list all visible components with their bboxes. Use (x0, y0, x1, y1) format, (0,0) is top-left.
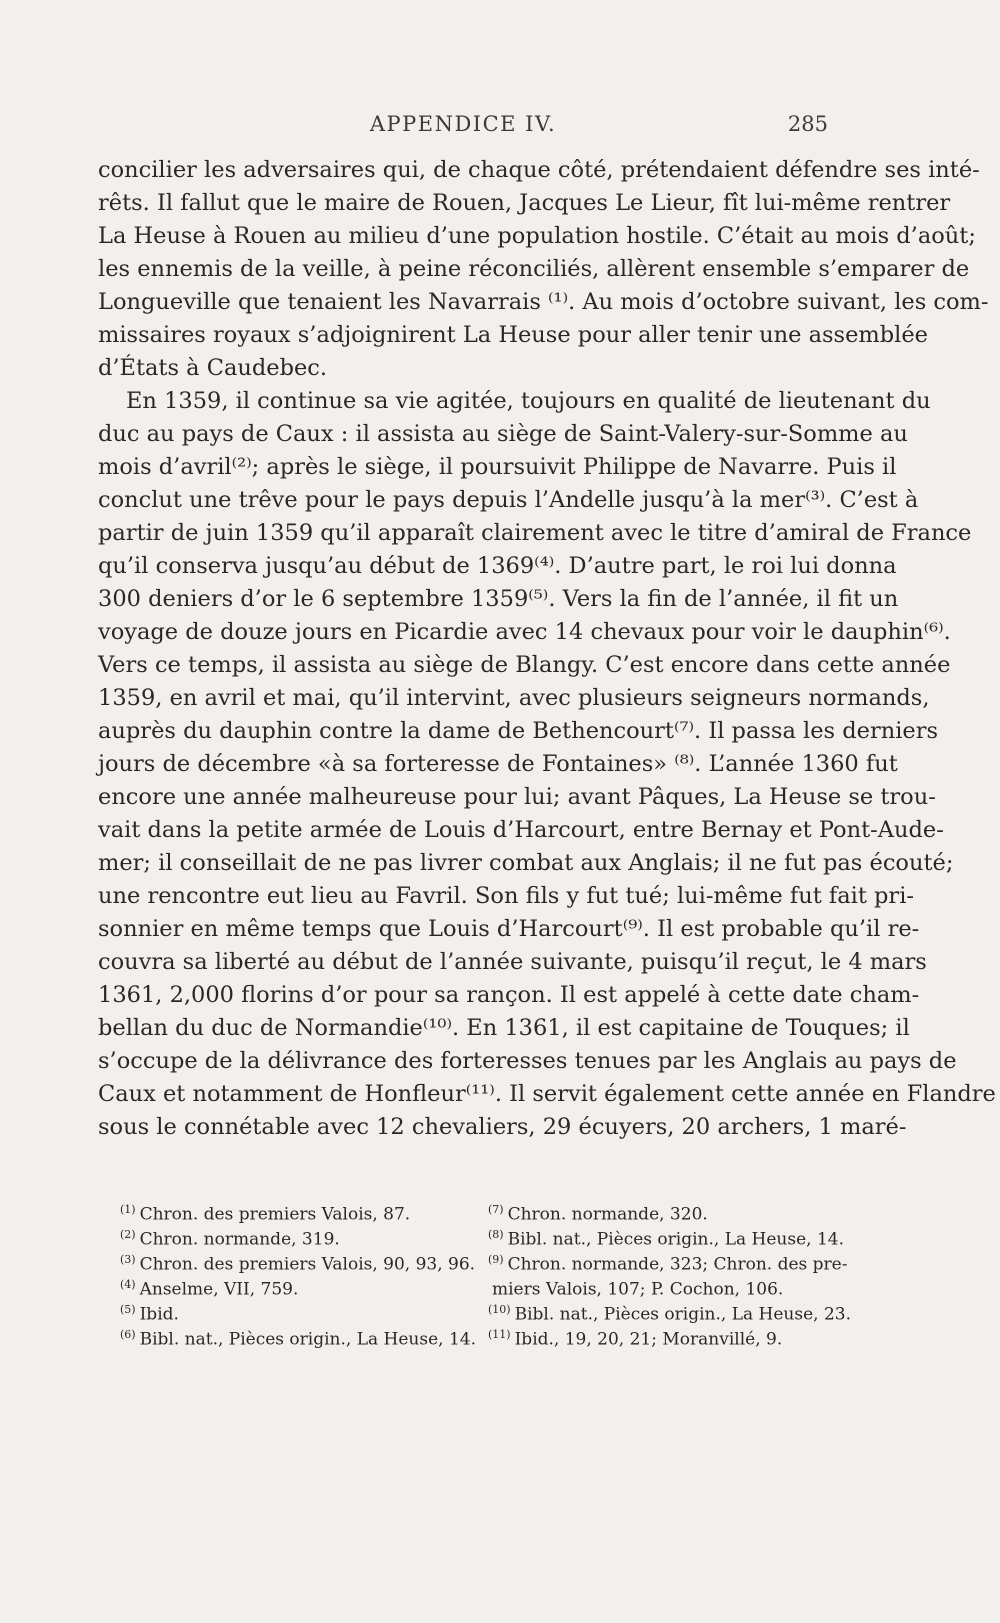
text-line: 1361, 2,000 florins d’or pour sa rançon. Il est appelé à cette date cham- (98, 982, 920, 1008)
footnote (488, 1197, 845, 1225)
footnote-number: (9) (488, 1253, 504, 1266)
footnote (488, 1247, 848, 1275)
footnote (488, 1222, 845, 1250)
text-line: concilier les adversaires qui, de chaque côté, prétendaient défendre ses inté- (98, 157, 980, 183)
text-line: les ennemis de la veille, à peine réconciliés, allèrent ensemble s’emparer de (98, 256, 970, 282)
text-line: sous le connétable avec 12 chevaliers, 29 écuyers, 20 archers, 1 maré- (98, 1114, 907, 1140)
text-line: voyage de douze jours en Picardie avec 14 chevaux pour voir le dauphin⁽⁶⁾. (98, 619, 951, 645)
page-number: 285 (787, 112, 828, 136)
footnote-text: Ibid., 19, 20, 21; Moranvillé, 9. (514, 1329, 783, 1350)
footnote (120, 1222, 450, 1250)
main-text (98, 154, 996, 1144)
text-line: missaires royaux s’adjoignirent La Heuse pour aller tenir une assemblée (98, 322, 928, 348)
text-line: mer; il conseillait de ne pas livrer combat aux Anglais; il ne fut pas écouté; (98, 850, 954, 876)
running-title: APPENDICE IV. (369, 112, 557, 136)
footnote (120, 1322, 476, 1350)
footnote (488, 1322, 845, 1350)
text-line: vait dans la petite armée de Louis d’Harcourt, entre Bernay et Pont-Aude- (98, 817, 944, 843)
text-line: d’États à Caudebec. (98, 355, 328, 381)
text-line: couvra sa liberté au début de l’année suivante, puisqu’il reçut, le 4 mars (98, 949, 927, 975)
text-line: jours de décembre «à sa forteresse de Fontaines» ⁽⁸⁾. L’année 1360 fut (98, 751, 898, 777)
text-line: Caux et notamment de Honfleur⁽¹¹⁾. Il servit également cette année en Flandre (98, 1081, 996, 1107)
text-line: qu’il conserva jusqu’au début de 1369⁽⁴⁾. D’autre part, le roi lui donna (98, 553, 897, 579)
footnote (120, 1197, 450, 1225)
footnote (120, 1247, 476, 1275)
footnote-number: (3) (120, 1253, 136, 1266)
text-line: auprès du dauphin contre la dame de Bethencourt⁽⁷⁾. Il passa les derniers (98, 718, 939, 744)
text-line: conclut une trêve pour le pays depuis l’Andelle jusqu’à la mer⁽³⁾. C’est à (98, 487, 919, 513)
footnote-text: Chron. des premiers Valois, 90, 93, 96. (139, 1254, 476, 1275)
footnote-number: (10) (488, 1303, 511, 1316)
footnote-number: (7) (488, 1203, 504, 1216)
text-line: Longueville que tenaient les Navarrais ⁽¹⁾. Au mois d’octobre suivant, les com- (98, 289, 989, 315)
footnote-text: Chron. normande, 320. (507, 1204, 708, 1225)
footnote (120, 1297, 450, 1325)
footnote-number: (5) (120, 1303, 136, 1316)
footnote-text: Bibl. nat., Pièces origin., La Heuse, 14. (139, 1329, 476, 1350)
footnote-number: (4) (120, 1278, 136, 1291)
text-line: bellan du duc de Normandie⁽¹⁰⁾. En 1361, il est capitaine de Touques; il (98, 1015, 910, 1041)
footnote-text: Bibl. nat., Pièces origin., La Heuse, 23. (514, 1304, 851, 1325)
text-line: duc au pays de Caux : il assista au siège de Saint-Valery-sur-Somme au (98, 421, 908, 447)
text-line: Vers ce temps, il assista au siège de Blangy. C’est encore dans cette année (98, 652, 951, 678)
footnote-text: Chron. normande, 319. (139, 1229, 340, 1250)
footnote-number: (6) (120, 1328, 136, 1341)
footnote-number: (2) (120, 1228, 136, 1241)
text-line: 300 deniers d’or le 6 septembre 1359⁽⁵⁾. Vers la fin de l’année, il fit un (98, 586, 899, 612)
text-line: 1359, en avril et mai, qu’il intervint, avec plusieurs seigneurs normands, (98, 685, 930, 711)
text-line: encore une année malheureuse pour lui; avant Pâques, La Heuse se trou- (98, 784, 936, 810)
footnote-text: Chron. normande, 323; Chron. des pre- (507, 1254, 848, 1275)
footnote (488, 1272, 845, 1300)
footnote-number: (11) (488, 1328, 511, 1341)
footnote-text: Bibl. nat., Pièces origin., La Heuse, 14. (507, 1229, 844, 1250)
footnote (488, 1297, 851, 1325)
footnote-text: Ibid. (139, 1304, 179, 1325)
footnote-text: Anselme, VII, 759. (139, 1279, 299, 1300)
text-line: rêts. Il fallut que le maire de Rouen, Jacques Le Lieur, fît lui-même rentrer (98, 190, 951, 216)
text-line: partir de juin 1359 qu’il apparaît clairement avec le titre d’amiral de France (98, 520, 972, 546)
text-line: mois d’avril⁽²⁾; après le siège, il poursuivit Philippe de Navarre. Puis il (98, 454, 897, 480)
text-line: s’occupe de la délivrance des forteresses tenues par les Anglais au pays de (98, 1048, 957, 1074)
text-line: sonnier en même temps que Louis d’Harcourt⁽⁹⁾. Il est probable qu’il re- (98, 916, 920, 942)
footnotes-left-column (120, 1197, 476, 1350)
footnote (120, 1272, 450, 1300)
text-line: une rencontre eut lieu au Favril. Son fils y fut tué; lui-même fut fait pri- (98, 883, 914, 909)
text-line: En 1359, il continue sa vie agitée, toujours en qualité de lieutenant du (126, 388, 931, 414)
footnote-number: (1) (120, 1203, 136, 1216)
page-header (98, 112, 828, 144)
text-line: La Heuse à Rouen au milieu d’une population hostile. C’était au mois d’août; (98, 223, 976, 249)
footnote-text: Chron. des premiers Valois, 87. (139, 1204, 411, 1225)
footnote-text: miers Valois, 107; P. Cochon, 106. (492, 1279, 784, 1300)
footnotes-right-column (488, 1197, 851, 1350)
footnote-number: (8) (488, 1228, 504, 1241)
